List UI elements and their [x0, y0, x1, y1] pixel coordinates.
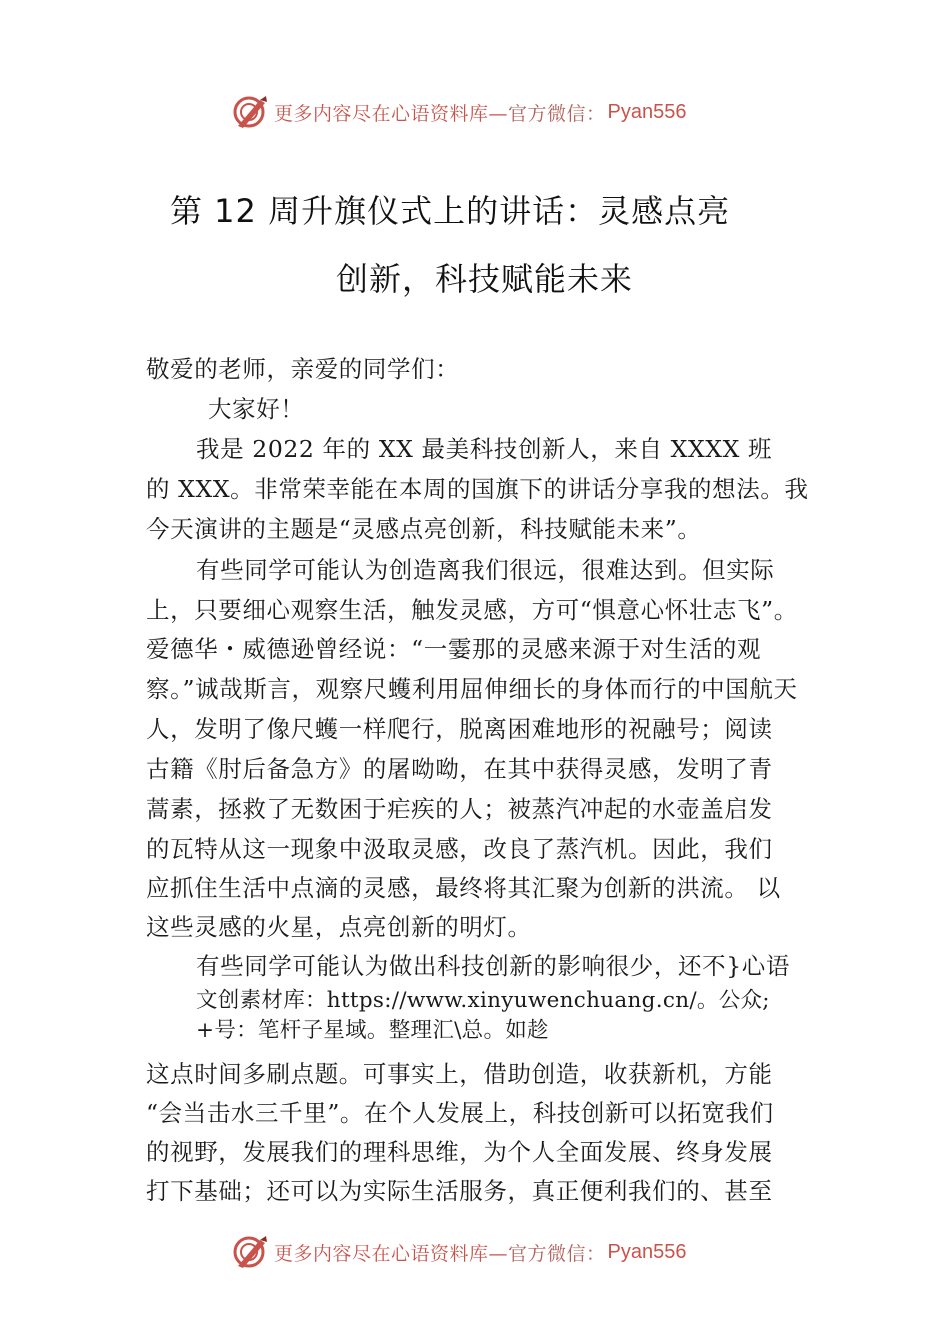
salutation: 敬爱的老师，亲爱的同学们： — [146, 355, 460, 383]
body-line: 有些同学可能认为做出科技创新的影响很少，还不}心语 — [196, 952, 790, 980]
footer-banner — [232, 1232, 752, 1272]
page-title-line-2: 创新，科技赋能未来 — [336, 260, 634, 298]
body-line: 这点时间多刷点题。可事实上，借助创造，收获新机，方能 — [146, 1060, 773, 1088]
banner-wechat-id: Pyan556 — [607, 1240, 687, 1263]
body-line-source: 文创素材库：https://www.xinyuwenchuang.cn/。公众; — [196, 988, 770, 1013]
body-line: 今天演讲的主题是“灵感点亮创新，科技赋能未来”。 — [146, 515, 702, 543]
banner-text: 更多内容尽在心语资料库— — [274, 102, 509, 125]
body-line-source: +号：笔杆子星域。整理汇\总。如趁 — [196, 1018, 549, 1043]
page-title-line-1: 第 12 周升旗仪式上的讲话：灵感点亮 — [170, 192, 731, 230]
body-line: 的瓦特从这一现象中汲取灵感，改良了蒸汽机。因此，我们 — [146, 835, 773, 863]
header-banner — [232, 92, 752, 132]
body-line: 这些灵感的火星，点亮创新的明灯。 — [146, 913, 532, 941]
body-line: 打下基础；还可以为实际生活服务，真正便利我们的、甚至 — [146, 1177, 773, 1205]
banner-wechat-id: Pyan556 — [607, 100, 687, 123]
pen-logo-icon — [232, 1234, 270, 1270]
banner-wechat-label: 官方微信： — [508, 102, 606, 125]
body-line: 古籍《肘后备急方》的屠呦呦，在其中获得灵感，发明了青 — [146, 755, 773, 783]
body-line: 的视野，发展我们的理科思维，为个人全面发展、终身发展 — [146, 1138, 773, 1166]
body-line: 察。”诚哉斯言，观察尺蠖利用屈伸细长的身体而行的中国航天 — [146, 675, 798, 703]
body-line: 上，只要细心观察生活，触发灵感，方可“惧意心怀壮志飞”。 — [146, 596, 798, 624]
body-line: 爱德华・威德逊曾经说：“一霎那的灵感来源于对生活的观 — [146, 635, 762, 663]
body-line: 有些同学可能认为创造离我们很远，很难达到。但实际 — [196, 556, 775, 584]
body-line: 人，发明了像尺蠖一样爬行，脱离困难地形的祝融号；阅读 — [146, 715, 773, 743]
pen-logo-icon — [232, 94, 270, 130]
banner-text: 更多内容尽在心语资料库— — [274, 1242, 509, 1265]
body-line: 我是 2022 年的 XX 最美科技创新人，来自 XXXX 班 — [196, 435, 773, 463]
greeting: 大家好！ — [208, 395, 305, 423]
body-line: 的 XXX。非常荣幸能在本周的国旗下的讲话分享我的想法。我 — [146, 475, 809, 503]
banner-wechat-label: 官方微信： — [508, 1242, 606, 1265]
body-line: “会当击水三千里”。在个人发展上，科技创新可以拓宽我们 — [146, 1099, 774, 1127]
body-line: 蒿素，拯救了无数困于疟疾的人；被蒸汽冲起的水壶盖启发 — [146, 795, 773, 823]
body-line: 应抓住生活中点滴的灵感，最终将其汇聚为创新的洪流。 以 — [146, 874, 781, 902]
